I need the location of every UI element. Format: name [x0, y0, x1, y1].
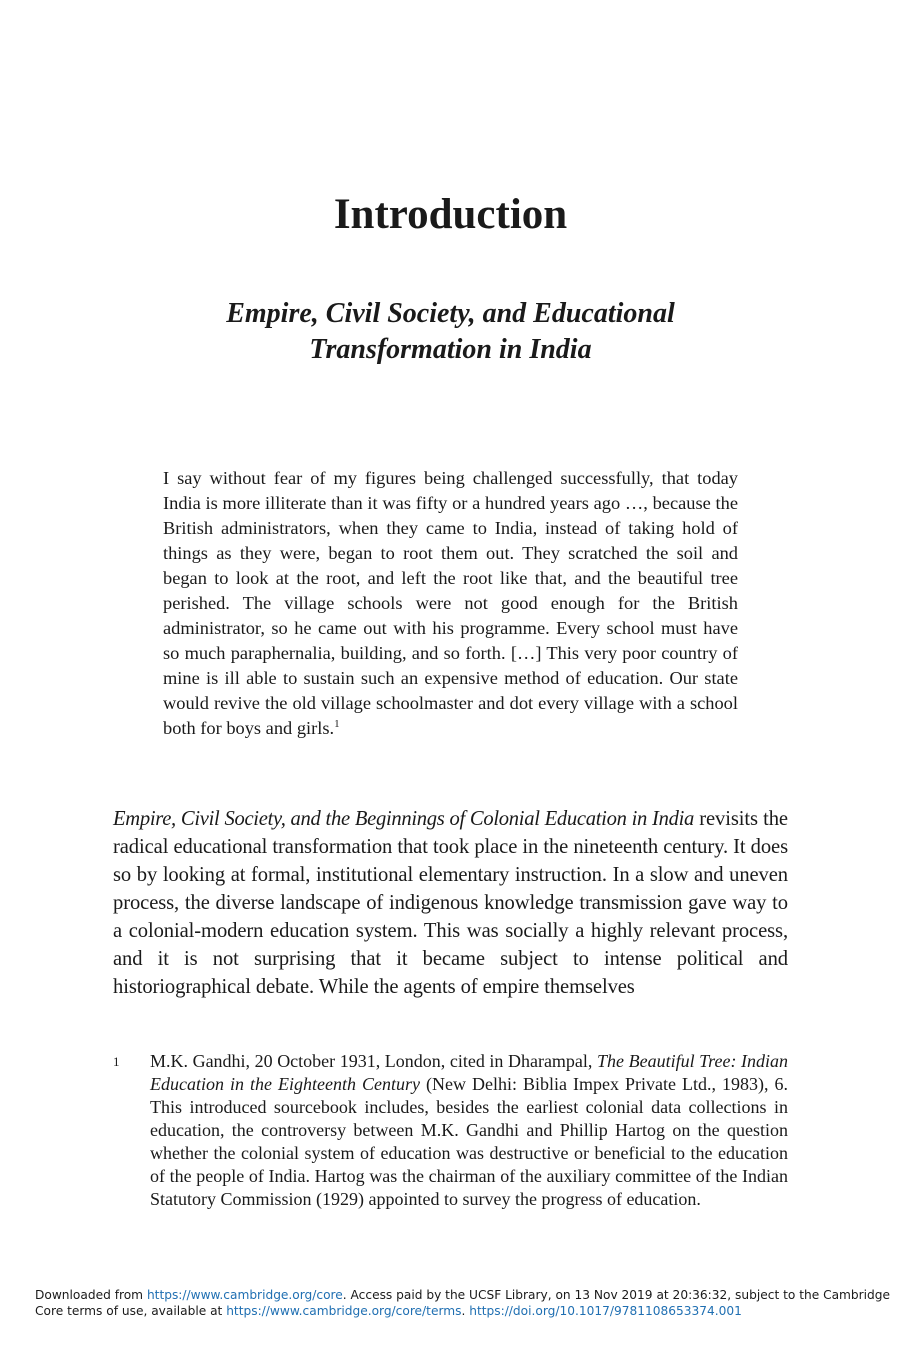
body-paragraph [113, 805, 788, 1001]
download-notice [35, 1287, 891, 1319]
terms-link[interactable]: https://www.cambridge.org/core/terms [226, 1304, 462, 1318]
download-notice-line1 [35, 1287, 891, 1303]
chapter-subtitle-line1: Empire, Civil Society, and Educational [226, 298, 675, 329]
book-title: Empire, Civil Society, and the Beginnings of Colonial Education in India [113, 808, 694, 830]
download-notice-line2 [35, 1303, 875, 1319]
footnote-text [150, 1050, 788, 1211]
footnote-number: 1 [113, 1054, 120, 1069]
chapter-subtitle [150, 296, 751, 368]
footnote [113, 1050, 788, 1211]
footnote-text-before: M.K. Gandhi, 20 October 1931, London, cited in Dharampal, [150, 1051, 593, 1071]
epigraph-quote [163, 466, 738, 741]
footnote-text-after: (New Delhi: Biblia Impex Private Ltd., 1983), 6. This introduced sourcebook includes, besides the earliest colonial data collections in education, the controversy between M.K. Gandhi and Phillip Hartog on the question whether the colonial system of education was destructive or beneficial to the education of the people of India. Hartog was the chairman of the auxiliary committee of the Indian Statutory Commission (1929) appointed to survey the progress of education. [150, 1074, 788, 1209]
doi-link[interactable]: https://doi.org/10.1017/9781108653374.001 [469, 1304, 742, 1318]
chapter-title: Introduction [333, 191, 568, 238]
footnote-reference[interactable]: 1 [334, 717, 340, 730]
notice-separator: . [461, 1304, 466, 1318]
epigraph-text: I say without fear of my figures being challenged successfully, that today India is more illiterate than it was fifty or a hundred years ago …, because the British administrators, when they came to India, instead of taking hold of things as they were, began to root them out. They scratched the soil and began to look at the root, and left the root like that, and the beautiful tree perished. The village schools were not good enough for the British administrator, so he came out with his programme. Every school must have so much paraphernalia, building, and so forth. […] This very poor country of mine is ill able to sustain such an expensive method of education. Our state would revive the old village schoolmaster and dot every village with a school both for boys and girls. [163, 468, 738, 738]
notice-middle: . Access paid by the UCSF Library, on 13 Nov 2019 at 20:36:32, subject to the Cambridge [342, 1288, 891, 1302]
chapter-subtitle-line2: Transformation in India [309, 334, 592, 365]
body-text: revisits the radical educational transformation that took place in the nineteenth century. It does so by looking at formal, institutional elementary instruction. In a slow and uneven process, the diverse landscape of indigenous knowledge transmission gave way to a colonial-modern education system. This was socially a highly relevant process, and it is not surprising that it became subject to intense political and historiographical debate. While the agents of empire themselves [113, 808, 788, 998]
cambridge-core-link[interactable]: https://www.cambridge.org/core [146, 1288, 343, 1302]
notice-prefix: Downloaded from [35, 1288, 144, 1302]
footnote-book-title: The Beautiful Tree: Indian Education in the Eighteenth Century [150, 1051, 789, 1094]
notice-line2-prefix: Core terms of use, available at [35, 1304, 223, 1318]
